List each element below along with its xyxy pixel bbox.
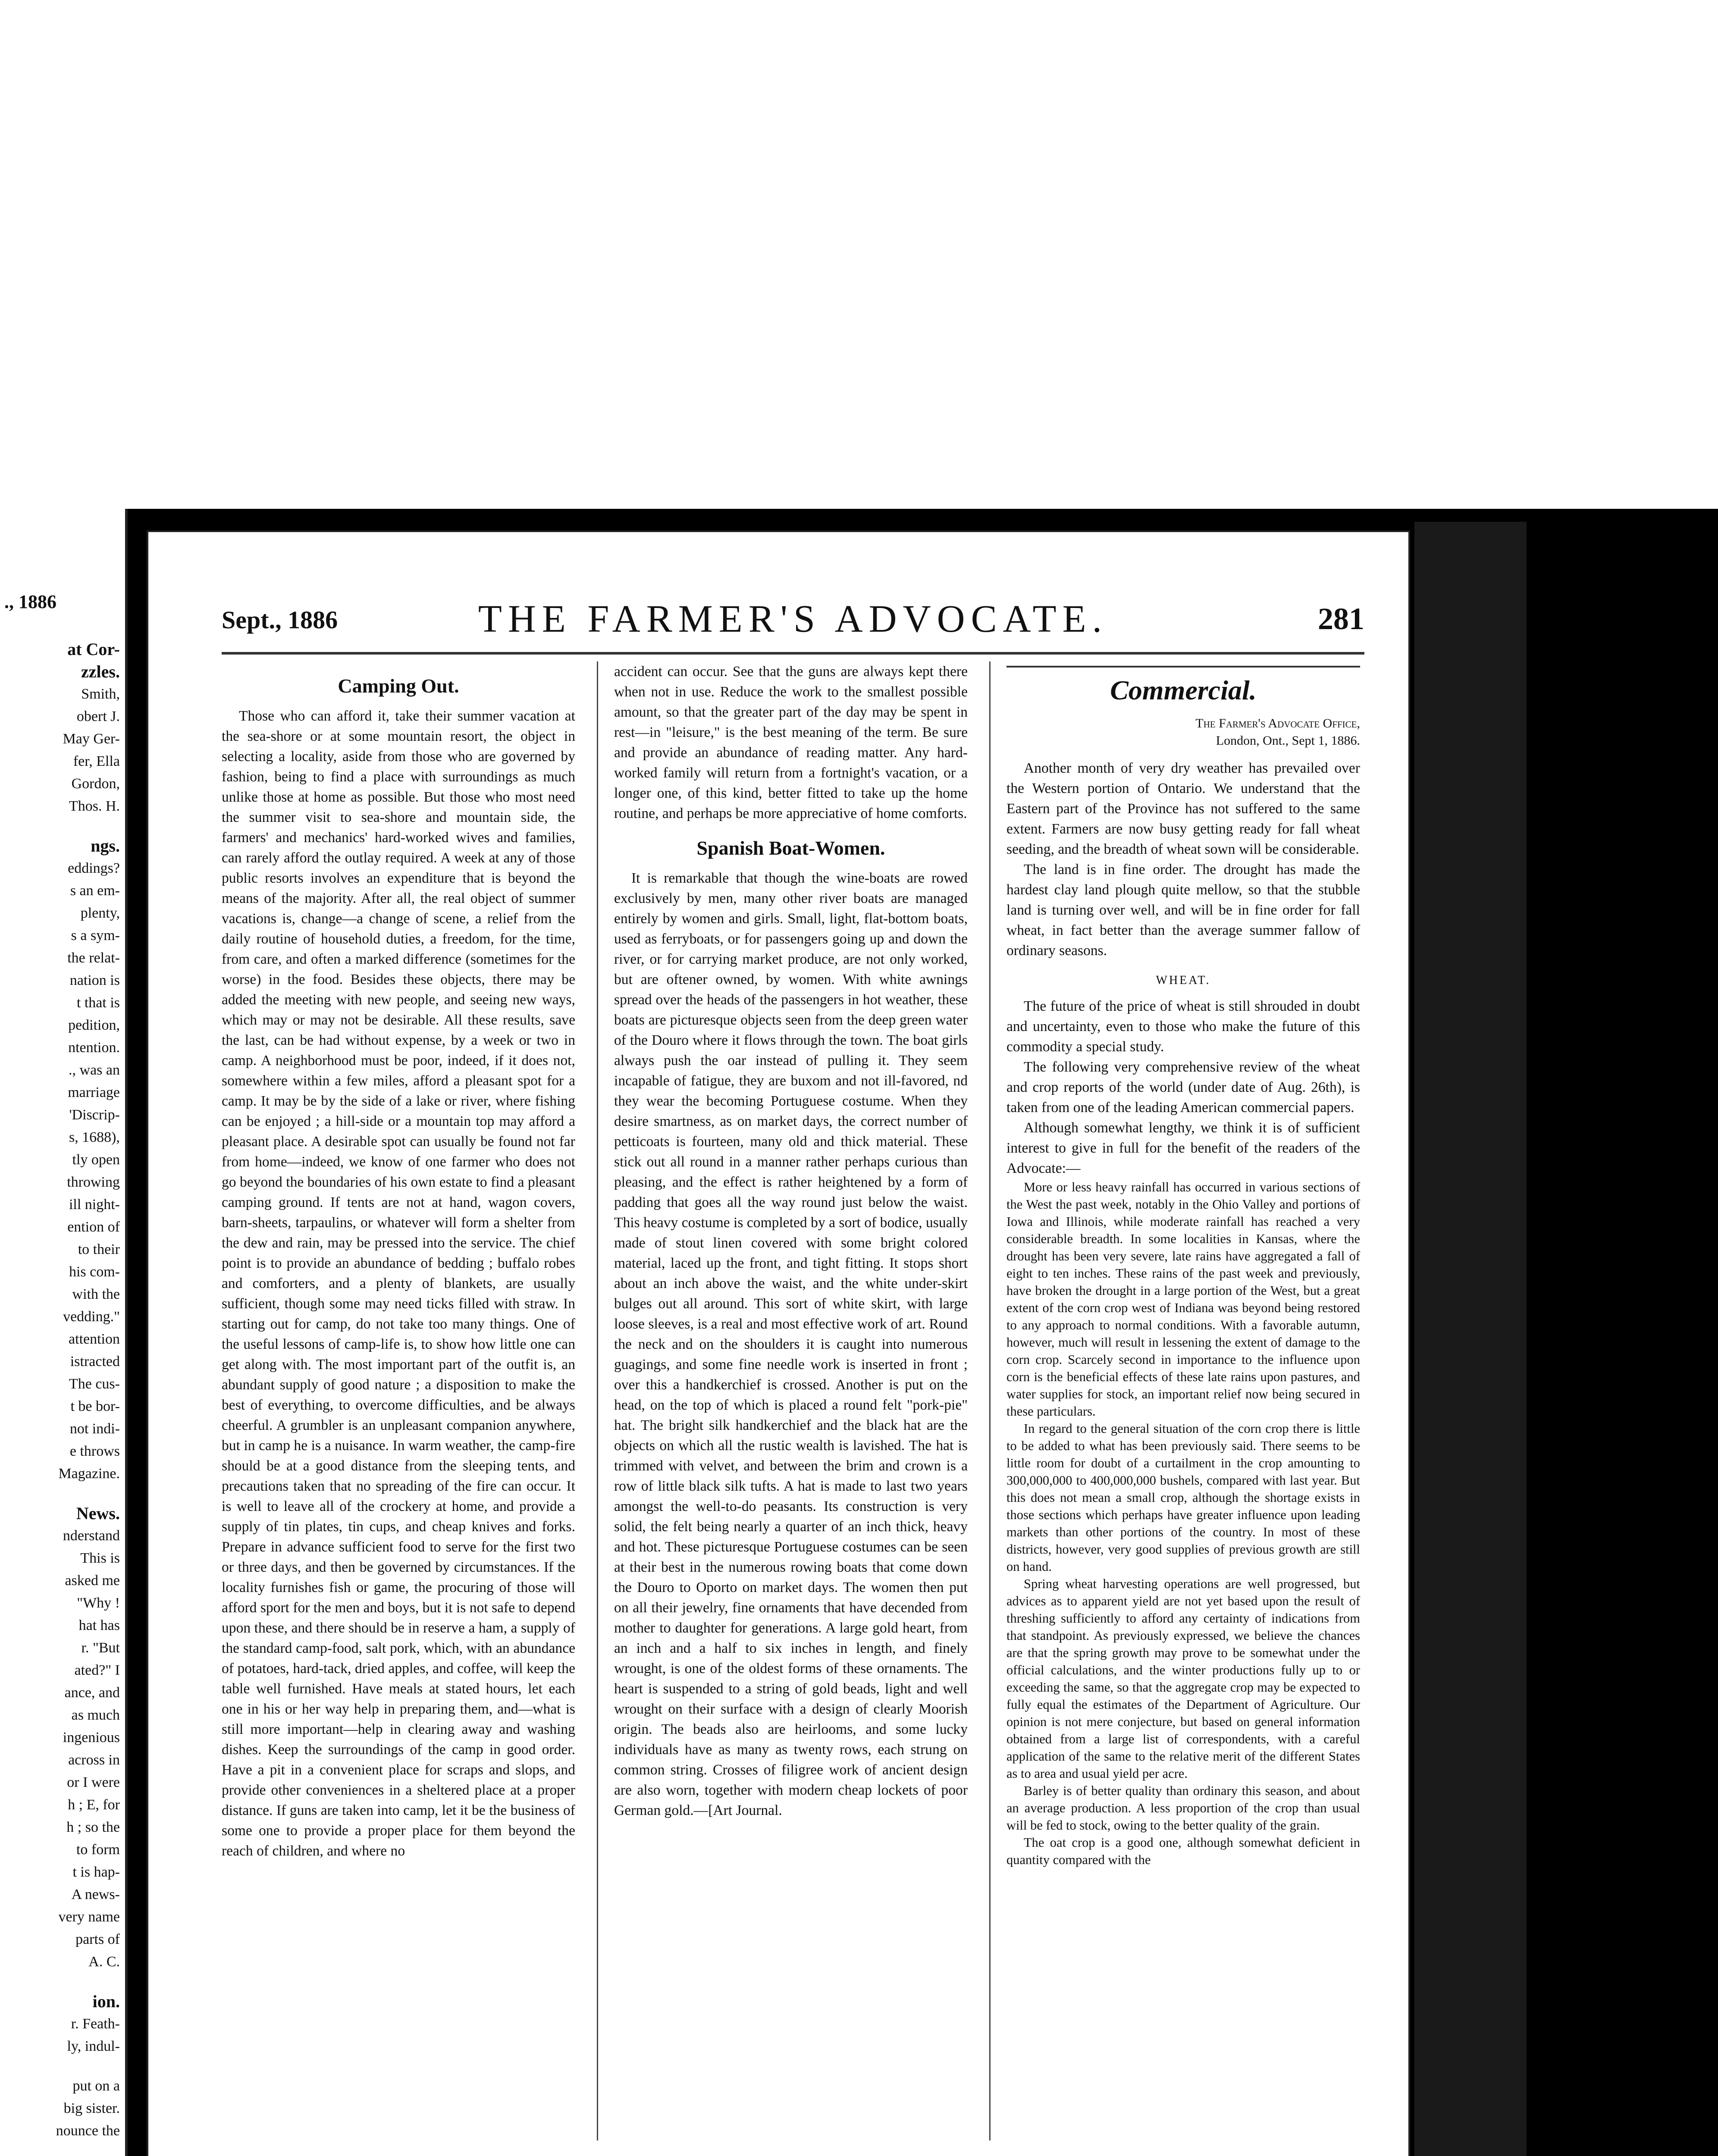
article-title-spanish-boat-women: Spanish Boat-Women.: [696, 837, 885, 859]
left-page-text-fragment: nation is: [69, 972, 120, 988]
book-edge: [1414, 522, 1527, 2156]
quoted-paragraph: More or less heavy rainfall has occurred in various sections of the West the past week, notably in the Ohio Valley and portions of Iowa and Illinois, while moderate rainfall has reached a very considerable breadth. In some localities in Kansas, where the drought has been very severe, late rains have aggregated a fall of eight to ten inches. These rains of the past week and previously, have broken the drought in a large portion of the West, but a great extent of the corn crop west of Indiana was beyond being restored to any approach to normal conditions. With a favorable autumn, however, much will result in lessening the extent of damage to the corn crop. Scarcely second in importance to the influence upon corn is the beneficial effects of these late rains upon pastures, and water supplies for stock, an important relief now being secured in these particulars.: [1006, 1180, 1360, 1419]
left-page-text-fragment: r. "But: [81, 1640, 120, 1656]
left-page-text-fragment: The cus-: [69, 1376, 120, 1392]
left-page-text-fragment: istracted: [70, 1354, 120, 1369]
quoted-paragraph: The oat crop is a good one, although somewhat deficient in quantity compared with the: [1006, 1835, 1360, 1867]
article-paragraph: The land is in fine order. The drought has made the hardest clay land plough quite mellow, so that the stubble land is turning over well, and will be in fine order for fall wheat, in fact better than the average summer fallow of ordinary seasons.: [1006, 862, 1360, 959]
left-page-text-fragment: tly open: [72, 1152, 120, 1168]
left-page-text-fragment: s a sym-: [71, 928, 120, 943]
left-page-text-fragment: ngs.: [91, 836, 120, 856]
left-page-text-fragment: marriage: [68, 1084, 120, 1100]
left-page-text-fragment: across in: [68, 1752, 120, 1768]
left-page-text-fragment: ill night-: [69, 1197, 120, 1213]
left-page-text-fragment: asked me: [65, 1573, 120, 1589]
left-page-text-fragment: big sister.: [63, 2100, 120, 2116]
column-commercial: [1006, 661, 1360, 2156]
newspaper-page: [147, 530, 1410, 2156]
left-page-text-fragment: "Why !: [77, 1595, 120, 1611]
left-page-text-fragment: as much: [71, 1707, 120, 1723]
quoted-paragraph: In regard to the general situation of the corn crop there is little to be added to what has been previously said. There seems to be little room for doubt of a curtailment in the crop amounting to 300,000,000 to 400,000,000 bushels, compared with last year. But this does not mean a small crop, although the shortage exists in those sections which perhaps have greater influence upon leading markets than other portions of the country. In most of these districts, however, very good supplies of previous growth are still on hand.: [1006, 1421, 1360, 1574]
section-title-commercial: Commercial.: [1006, 666, 1360, 706]
left-page-text-fragment: ntention.: [68, 1040, 120, 1056]
header-rule: [222, 652, 1364, 655]
dateline: [1006, 715, 1360, 749]
left-page-text-fragment: A news-: [71, 1887, 120, 1902]
left-page-text-fragment: hat has: [78, 1617, 120, 1633]
left-page-text-fragment: attention: [69, 1331, 120, 1347]
left-page-text-fragment: t is hap-: [72, 1864, 120, 1880]
masthead-title: THE FARMER'S ADVOCATE.: [478, 598, 1108, 640]
left-page-text-fragment: ly, indul-: [67, 2038, 120, 2054]
left-page-text-fragment: ., was an: [69, 1062, 120, 1078]
left-page-text-fragment: t be bor-: [70, 1398, 120, 1414]
left-page-text-fragment: News.: [76, 1504, 120, 1523]
article-paragraph: It is remarkable that though the wine-boats are rowed exclusively by men, many other river boats are managed entirely by women and girls. Small, light, flat-bottom boats, used as ferryboats, or for passengers going up and down the river, or for carrying market produce, are not only worked, but are oftener owned, by women. With white awnings spread over the heads of the passengers in hot weather, these boats are picturesque objects seen from the deep green water of the Douro where it flows through the town. The boat girls always push the oar instead of pulling it. They seem incapable of fatigue, they are buxom and not ill-favored, nd they wear the becoming Portuguese costume. When they desire smartness, as on market days, the correct number of petticoats is fourteen, many old and thick material. These stick out all round in a manner rather perhaps curious than pleasing, and the effect is rather heightened by a form of padding that goes all the way round just below the waist. This heavy costume is completed by a sort of bodice, usually made of stout linen covered with some bright colored material, laced up the front, and tight fitting. It stops short about an inch above the waist, and the white under-skirt bulges out all around. This sort of white skirt, with large loose sleeves, is a real and most effective work of art. Round the neck and on the shoulders it is caught into numerous guagings, and some fine needle work is inserted in front ; over this a handkerchief is crossed. Another is put on the head, on the top of which is placed a round felt "pork-pie" hat. The bright silk handkerchief and the black hat are the objects on which all the rustic wealth is lavished. The hat is trimmed with velvet, and between the brim and crown is a row of little black silk tufts. A hat is made to last two years amongst the well-to-do peasants. Its construction is very solid, the felt being nearly a quarter of an inch thick, heavy and hot. These picturesque Portuguese costumes can be seen at their best in the numerous rowing boats that come down the Douro to Oporto on market days. The women then put on all their jewelry, fine ornaments that have decended from mother to daughter for generations. A large gold heart, from an inch and a half to six inches in length, and finely wrought, is one of the oldest forms of these ornaments. The heart is suspended to a string of gold beads, light and well wrought on their surface with a design of clearly Moorish origin. The beads also are heirlooms, and some lucky individuals have as many as twenty rows, each strung on common string. Crosses of filigree work of ancient design are also worn, together with modern cheap lockets of poor German gold.—[Art Journal.: [614, 870, 968, 1818]
column-divider: [597, 661, 598, 2140]
left-page-text-fragment: Gordon,: [71, 776, 120, 792]
article-paragraph: The future of the price of wheat is still shrouded in doubt and uncertainty, even to those who make the future of this commodity a special study.: [1006, 998, 1360, 1055]
dateline-office: The Farmer's Advocate Office,: [1195, 716, 1360, 730]
left-page-text-fragment: obert J.: [76, 708, 120, 724]
left-page-text-fragment: ance, and: [64, 1685, 120, 1701]
left-page-text-fragment: to form: [76, 1842, 120, 1858]
article-title-camping-out: Camping Out.: [338, 675, 459, 697]
left-page-text-fragment: ention of: [67, 1219, 120, 1235]
article-paragraph: Although somewhat lengthy, we think it is of sufficient interest to give in full for the benefit of the readers of the Advocate:—: [1006, 1120, 1360, 1176]
article-paragraph: The following very comprehensive review of the wheat and crop reports of the world (under date of Aug. 26th), is taken from one of the leading American commercial papers.: [1006, 1059, 1360, 1116]
left-page-text-fragment: Thos. H.: [69, 798, 120, 814]
page-number: 281: [1318, 602, 1364, 636]
quoted-paragraph: Barley is of better quality than ordinary this season, and about an average production. A less proportion of the crop than usual will be fed to stock, owing to the better quality of the grain.: [1006, 1783, 1360, 1833]
left-page-text-fragment: 'Discrip-: [69, 1107, 120, 1123]
column-divider: [989, 661, 991, 2140]
left-page-text-fragment: Magazine.: [58, 1466, 120, 1482]
left-page-header: ., 1886: [4, 591, 56, 612]
left-page-text-fragment: t that is: [76, 995, 120, 1011]
left-page-text-fragment: ated?" I: [74, 1662, 120, 1678]
left-page-text-fragment: ingenious: [63, 1730, 120, 1745]
subhead-wheat: WHEAT.: [1156, 974, 1211, 987]
left-page-text-fragment: to their: [78, 1241, 120, 1257]
page-header: [222, 597, 1364, 644]
left-page-text-fragment: the relat-: [67, 950, 120, 966]
left-page-text-fragment: vedding.": [63, 1309, 120, 1325]
left-page-text-fragment: zzles.: [81, 662, 120, 681]
header-date: Sept., 1886: [222, 606, 338, 634]
left-page-text-fragment: his com-: [69, 1264, 120, 1280]
left-page-text-fragment: May Ger-: [63, 731, 120, 747]
dateline-place: London, Ont., Sept 1, 1886.: [1216, 733, 1360, 748]
left-page-text-fragment: eddings?: [68, 860, 120, 876]
left-page-text-fragment: s, 1688),: [69, 1129, 120, 1145]
column-camping-out: [222, 661, 575, 2156]
left-page-text-fragment: very name: [58, 1909, 120, 1925]
left-page-text-fragment: A. C.: [88, 1954, 120, 1970]
left-page-fragment: [0, 509, 128, 2156]
article-paragraph: Another month of very dry weather has prevailed over the Western portion of Ontario. We understand that the Eastern part of the Province has not suffered to the same extent. Farmers are now busy getting ready for fall wheat seeding, and the breadth of wheat sown will be considerable.: [1006, 760, 1360, 857]
left-page-text-fragment: at Cor-: [67, 639, 120, 659]
left-page-text-fragment: parts of: [75, 1931, 120, 1947]
left-page-text-fragment: This is: [80, 1550, 120, 1566]
left-page-text-fragment: nounce the: [56, 2123, 120, 2139]
left-page-text-fragment: pedition,: [68, 1017, 120, 1033]
left-page-text-fragment: ion.: [92, 1992, 120, 2011]
article-paragraph: accident can occur. See that the guns are always kept there when not in use. Reduce the work to the smallest possible amount, so that the greater part of the day may be spent in rest—in "leisure," is the best meaning of the term. Be sure and provide an abundance of reading matter. Any hard-worked family will return from a fortnight's vacation, or a longer one, of this kind, better fitted to take up the home routine, and perhaps be more appreciative of home comforts.: [614, 664, 968, 821]
left-page-text-fragment: with the: [72, 1286, 120, 1302]
left-page-text-fragment: or I were: [67, 1774, 120, 1790]
article-paragraph: Those who can afford it, take their summer vacation at the sea-shore or at some mountain resort, the object in selecting a locality, aside from those who are governed by fashion, being to find a place with surroundings as much unlike those at home as possible. But those who most need the summer visit to sea-shore and mountain side, the farmers' and mechanics' hard-worked wives and families, can rarely afford the outlay required. A week at any of those public resorts involves an expenditure that is beyond the means of the majority. After all, the real object of summer vacations is, change—a change of scene, a relief from the daily routine of household duties, a freedom, for the time, from care, and often a marked difference (sometimes for the worse) in the food. Besides these objects, there may be added the meeting with new people, and seeing new ways, which may or may not be desirable. All these results, save the last, can be had without expense, by a week or two in camp. A neighborhood must be poor, indeed, if it does not, somewhere within a few miles, afford a pleasant spot for a camp. It may be by the side of a lake or river, where fishing can be enjoyed ; a hill-side or a mountain top may afford a pleasant place. A desirable spot can usually be found not far from home—indeed, we know of one farmer who does not go beyond the boundaries of his own estate to find a pleasant camping ground. If tents are not at hand, wagon covers, barn-sheets, tarpaulins, or whatever will form a shelter from the dew and rain, may be pressed into the service. The chief point is to provide an abundance of bedding ; buffalo robes and comforters, and a plenty of blankets, are usually sufficient, though some may need ticks filled with straw. In starting out for camp, do not take too many things. One of the useful lessons of camp-life is, to show how little one can get along with. The most important part of the outfit is, an abundant supply of good nature ; a disposition to make the best of everything, to overcome difficulties, and be always cheerful. A grumbler is an unpleasant companion anywhere, but in camp he is a nuisance. In warm weather, the camp-fire should be at a good distance from the sleeping tents, and precautions taken that no spreading of the fire can occur. It is well to leave all of the crockery at home, and provide a supply of tin plates, tin cups, and cheap knives and forks. Prepare in advance sufficient food to serve for the first two or three days, and then be governed by circumstances. If the locality furnishes fish or game, the procuring of those will afford sport for the men and boys, but it is not safe to depend upon these, and there should be in reserve a ham, a supply of the standard camp-food, salt pork, which, with an abundance of potatoes, hard-tack, dried apples, and coffee, will keep the table well furnished. Have meals at stated hours, let each one in his or her way help in preparing them, and—what is still more important—help in clearing away and washing dishes. Keep the surroundings of the camp in good order. Have a pit in a convenient place for scraps and slops, and provide other conveniences in a sheltered place at a proper distance. If guns are taken into camp, let it be the business of some one to provide a proper place for them beyond the reach of children, and where no: [222, 708, 575, 1859]
left-page-text-fragment: not indi-: [69, 1421, 120, 1437]
scan-background: [0, 0, 1718, 509]
column-spanish-boat-women: [614, 661, 968, 2156]
left-page-text-fragment: fer, Ella: [73, 753, 120, 769]
left-page-text-fragment: Smith,: [81, 686, 120, 702]
left-page-text-fragment: throwing: [67, 1174, 120, 1190]
left-page-text-fragment: put on a: [72, 2078, 120, 2094]
left-page-text-fragment: nderstand: [63, 1528, 120, 1544]
left-page-text-fragment: e throws: [69, 1443, 120, 1459]
left-page-text-fragment: r. Feath-: [71, 2016, 120, 2032]
left-page-text-fragment: h ; E, for: [68, 1797, 120, 1813]
left-page-text-fragment: s an em-: [70, 883, 120, 899]
left-page-text-fragment: h ; so the: [66, 1819, 120, 1835]
quoted-paragraph: Spring wheat harvesting operations are well progressed, but advices as to apparent yield are not yet based upon the result of threshing sufficiently to afford any certainty of indications from that standpoint. As previously expressed, we believe the chances are that the spring growth may prove to be somewhat under the official calculations, and the winter productions fully up to or exceeding the same, so that the aggregate crop may be expected to fully equal the estimates of the Department of Agriculture. Our opinion is not mere conjecture, but based on general information obtained from a large list of correspondents, with a careful application of the same to the relative merit of the different States as to area and usual yield per acre.: [1006, 1576, 1360, 1781]
left-page-text-fragment: plenty,: [80, 905, 120, 921]
